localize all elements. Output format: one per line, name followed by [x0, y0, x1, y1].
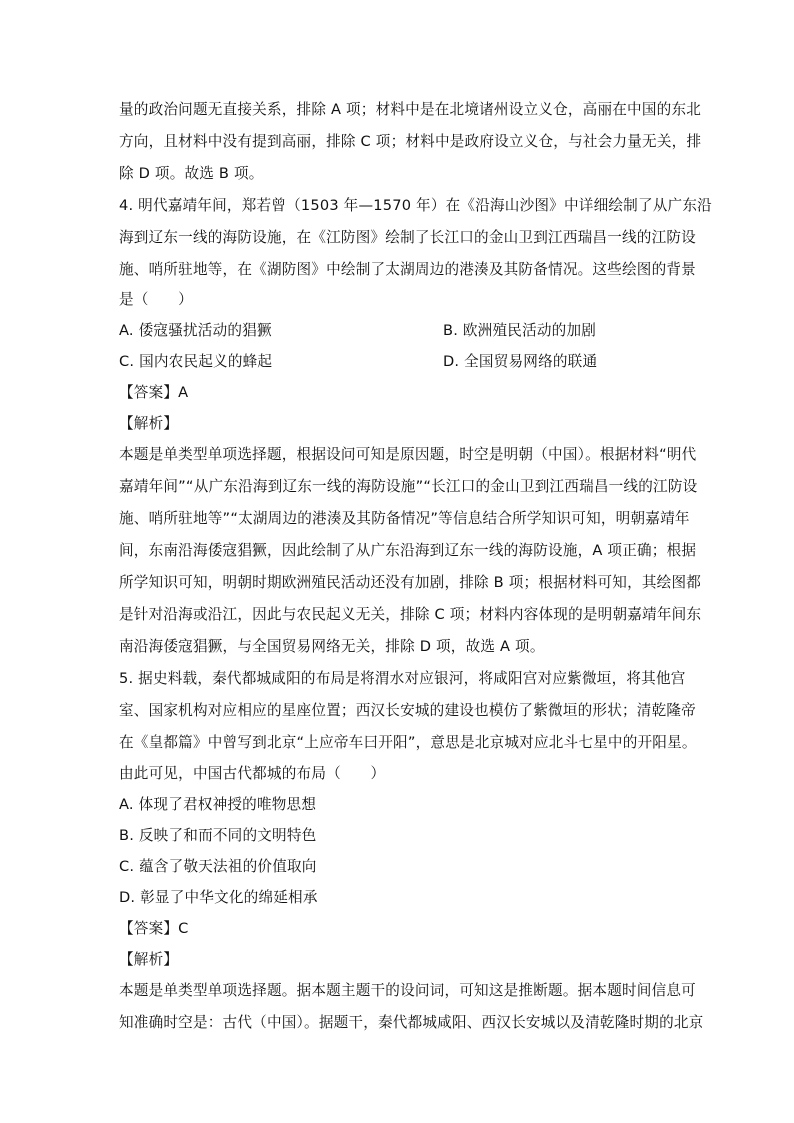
- question-5-stem: 由此可见，中国古代都城的布局（ ）: [119, 765, 386, 782]
- question-5-option-c: C. 蕴含了敬天法祖的价值取向: [119, 858, 317, 875]
- question-5-analysis-line: 本题是单类型单项选择题。据本题主题干的设问词，可知这是推断题。据本题时间信息可: [119, 982, 696, 999]
- question-4-analysis-line: 间，东南沿海倭寇猖獗，因此绘制了从广东沿海到辽东一线的海防设施，A 项正确；根据: [119, 542, 697, 559]
- question-4-option-c: C. 国内农民起义的蜂起: [119, 353, 273, 370]
- question-5-analysis-line: 知准确时空是：古代（中国）。据题干，秦代都城咸阳、西汉长安城以及清乾隆时期的北京: [119, 1014, 704, 1031]
- paragraph-line: 量的政治问题无直接关系，排除 A 项；材料中是在北境诸州设立义仓，高丽在中国的东北: [119, 101, 702, 118]
- question-4-option-d: D. 全国贸易网络的联通: [443, 353, 598, 370]
- question-4-analysis-line: 是针对沿海或沿江，因此与农民起义无关，排除 C 项；材料内容体现的是明朝嘉靖年间东: [119, 606, 702, 623]
- question-5-stem: 室、国家机构对应相应的星座位置；西汉长安城的建设也模仿了紫微垣的形状；清乾隆帝: [119, 702, 696, 719]
- question-5-answer: 【答案】C: [119, 920, 189, 937]
- question-4-stem: 4. 明代嘉靖年间，郑若曾（1503 年—1570 年）在《沿海山沙图》中详细绘制了从广东沿: [119, 197, 712, 214]
- question-4-analysis-line: 嘉靖年间”“从广东沿海到辽东一线的海防设施”“长江口的金山卫到江西瑞昌一线的江防设: [119, 478, 698, 495]
- question-4-stem: 是（ ）: [119, 291, 193, 308]
- paragraph-line: 除 D 项。故选 B 项。: [119, 165, 264, 182]
- question-4-stem: 施、哨所驻地等，在《湖防图》中绘制了太湖周边的港湊及其防备情况。这些绘图的背景: [119, 261, 696, 278]
- question-4-analysis-line: 所学知识可知，明朝时期欧洲殖民活动还没有加剧，排除 B 项；根据材料可知，其绘图都: [119, 574, 702, 591]
- question-4-analysis-label: 【解析】: [119, 415, 179, 432]
- question-5-analysis-label: 【解析】: [119, 951, 179, 968]
- question-4-analysis-line: 南沿海倭寇猖獗，与全国贸易网络无关，排除 D 项，故选 A 项。: [119, 638, 545, 655]
- question-4-analysis-line: 本题是单类型单项选择题，根据设问可知是原因题，时空是明朝（中国）。根据材料“明代: [119, 446, 697, 463]
- question-5-option-b: B. 反映了和而不同的文明特色: [119, 827, 317, 844]
- question-4-option-a: A. 倭寇骚扰活动的猖獗: [119, 322, 272, 339]
- question-4-option-b: B. 欧洲殖民活动的加剧: [443, 322, 597, 339]
- question-5-stem: 5. 据史料载，秦代都城咸阳的布局是将渭水对应银河，将咸阳宫对应紫微垣，将其他宫: [119, 670, 686, 687]
- question-4-answer: 【答案】A: [119, 384, 189, 401]
- question-5-option-a: A. 体现了君权神授的唯物思想: [119, 796, 317, 813]
- question-5-stem: 在《皇都篇》中曾写到北京“上应帝车曰开阳”，意思是北京城对应北斗七星中的开阳星。: [119, 734, 697, 751]
- question-4-stem: 海到辽东一线的海防设施，在《江防图》绘制了长江口的金山卫到江西瑞昌一线的江防设: [119, 229, 696, 246]
- question-5-option-d: D. 彰显了中华文化的绵延相承: [119, 889, 318, 906]
- paragraph-line: 方向，且材料中没有提到高丽，排除 C 项；材料中是政府设立义仓，与社会力量无关，排: [119, 133, 702, 150]
- question-4-analysis-line: 施、哨所驻地等”“太湖周边的港湊及其防备情况”等信息结合所学知识可知，明朝嘉靖年: [119, 510, 690, 527]
